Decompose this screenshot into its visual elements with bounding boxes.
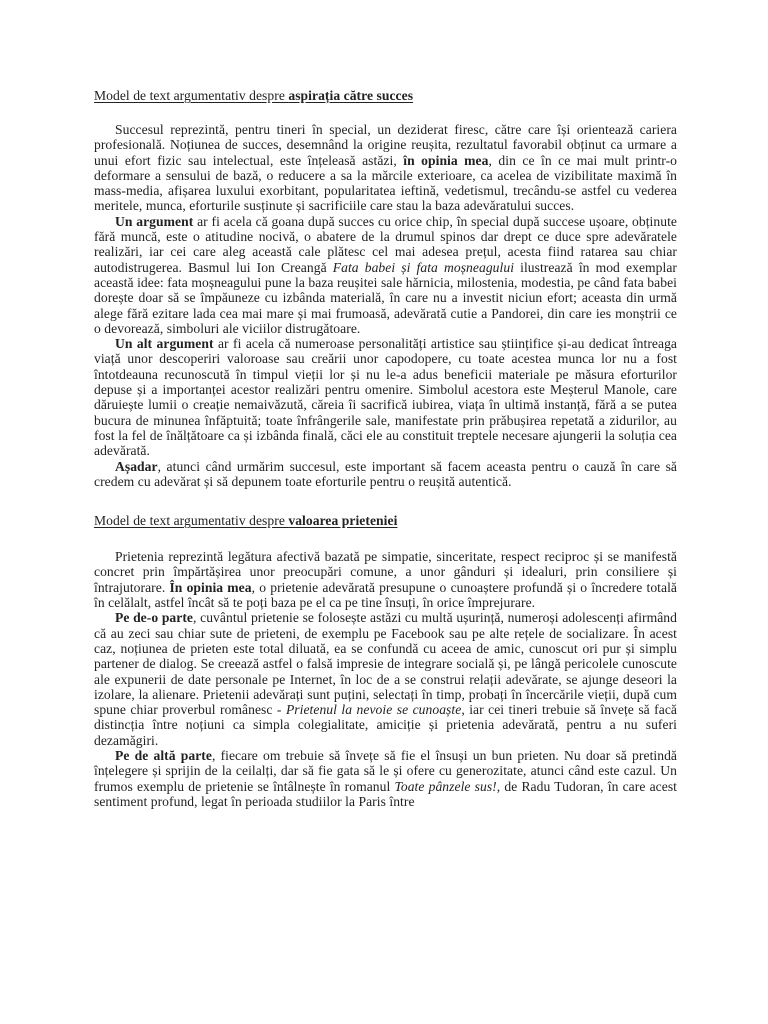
italic-proverb: Prietenul la nevoie se cunoaște	[285, 702, 462, 718]
italic-title: Fata babei și fata moșneagului	[332, 259, 515, 275]
text-run: Succesul reprezintă, pentru tineri în special, un deziderat firesc, către care își orientează cariera profesională. Noțiunea de succes, desemnând la origine reușita, rezultatul favorabil obținut ca urmare a unui efort fizic sau intelectual, este înțeleasă astăzi,	[94, 122, 677, 168]
bold-phrase: În opinia mea	[169, 579, 252, 595]
text-run: , iar cei tineri trebuie să învețe să facă distincția între noțiuni ca simpla colegialitate, amiciție și prietenia adevărată, pentru a nu suferi dezamăgiri.	[94, 702, 678, 748]
paragraph-on-the-other-hand	[94, 748, 677, 809]
text-run: ar fi acela că numeroase personalități artistice sau științifice și-au dedicat întreaga viață unor descoperiri valoroase sau creării unor capodopere, cu toate acestea munca lor nu a fost întotdeauna recunoscută în timpul vieții lor și nu le-a adus beneficii materiale pe măsura eforturilor depuse și a importanței acestor realizări pentru omenire. Simbolul acestora este Meșterul Manole, care dăruiește lumii o creație nemaivăzută, căreia îi sacrifică iubirea, viața în ultimă instanță, fără a se putea bucura de minunea înfăptuită; toate înfrângerile sale, manifestate prin prăbușirea repetată a zidurilor, au fost la fel de înălțătoare ca și izbânda finală, căci ele au constituit treptele necesare ajungerii la soluția cea adevărată.	[94, 336, 678, 459]
section-title-topic: valoarea prieteniei	[288, 513, 398, 529]
bold-phrase: în opinia mea	[403, 152, 489, 168]
paragraph-argument-1	[94, 214, 677, 336]
section-title-prefix: Model de text argumentativ despre	[94, 88, 289, 103]
spacer	[94, 530, 677, 549]
text-run: , de Radu Tudoran, în care acest sentiment profund, legat în perioada studiilor la Paris între	[94, 778, 677, 809]
bold-phrase: Așadar	[115, 458, 158, 474]
text-run: , o prietenie adevărată presupune o cunoaștere profundă și o încredere totală în celălalt, astfel încât să te poți baza pe el ca pe tine însuți, în orice împrejurare.	[94, 579, 677, 611]
section-title-prefix: Model de text argumentativ despre	[94, 513, 289, 529]
text-run: , fiecare om trebuie să învețe să fie el însuși un bun prieten. Nu doar să pretindă înțelegere și sprijin de la ceilalți, dar să fie gata să le și ofere cu generozitate, atunci când este cazul. Un frumos exemplu de prietenie se întâlnește în romanul	[94, 747, 677, 794]
paragraph-intro-friendship	[94, 549, 677, 610]
paragraph-intro-success	[94, 122, 677, 214]
text-run: , din ce în ce mai mult printr-o deformare a sensului de bază, o reducere a sa la mărcile exterioare, ca acelea de vizibilitate maximă în mass-media, afișarea luxului exorbitant, popularitatea ieftină, vedetismul, trecându-se astfel cu vederea meritele, munca, eforturile susținute și sacrificiile care stau la baza adevăratului succes.	[94, 152, 677, 214]
spacer	[94, 489, 677, 513]
bold-phrase: Un alt argument	[115, 336, 214, 352]
bold-phrase: Pe de-o parte	[115, 610, 194, 626]
text-run: , atunci când urmărim succesul, este important să facem aceasta pentru o cauză în care să credem cu adevărat și să depunem toate eforturile pentru o reușită autentică.	[94, 458, 677, 489]
text-run: , cuvântul prietenie se folosește astăzi cu multă ușurință, numeroși adolescenți afirmând că au zeci sau chiar sute de prieteni, de exemplu pe Facebook sau pe alte rețele de socializare. În acest caz, noțiunea de prieten este total diluată, ea se confundă cu aceea de amic, cunoscut ori pur și simplu partener de dialog. Se creează astfel o falsă impresie de integrare socială și, pe lângă pericolele cunoscute ale expunerii de date personale pe Internet, în loc de a se construi relații adevărate, se ajunge deseori la izolare, la alienare. Prietenii adevărați sunt puțini, selectați în timp, probați în încercările vieții, după cum spune chiar proverbul românesc -	[94, 610, 678, 718]
text-run: ilustrează în mod exemplar această idee: fata moșneagului pune la baza reușitei sale hărnicia, milostenia, modestia, pe când fata babei dorește doar să se împăuneze cu izbânda materială, în care nu a investit niciun efort; aceasta din urmă alege fără ezitare lada cea mai mare și mai frumoasă, adevărată cutie a Pandorei, din care ies monștrii ce o devorează, simboluri ale viciilor distrugătoare.	[94, 259, 677, 336]
section-title-success	[94, 88, 677, 106]
text-run: ar fi acela că goana după succes cu orice chip, în special după succese ușoare, obținute fără muncă, este o atitudine nocivă, o abatere de la drumul spinos dar drept ce duce spre adevăratele realizări, iar cei care aleg această cale plătesc cel mai adesea prețul, acesta fiind ratarea sau chiar autodistrugerea. Basmul lui Ion Creangă	[94, 213, 677, 275]
document-body	[94, 88, 677, 809]
paragraph-on-one-hand	[94, 610, 677, 748]
bold-phrase: Pe de altă parte	[115, 747, 212, 763]
paragraph-argument-2	[94, 336, 677, 458]
text-run: Prietenia reprezintă legătura afectivă bazată pe simpatie, sinceritate, respect reciproc și se manifestă concret prin împărtășirea unor preocupări comune, a unor gânduri și idealuri, prin consiliere și întrajutorare.	[94, 549, 677, 595]
spacer	[94, 106, 677, 122]
italic-title: Toate pânzele sus!	[394, 778, 497, 794]
paragraph-conclusion-success	[94, 459, 677, 490]
section-title-friendship	[94, 513, 677, 530]
section-title-topic: aspirația către succes	[288, 88, 414, 103]
bold-phrase: Un argument	[115, 213, 194, 229]
